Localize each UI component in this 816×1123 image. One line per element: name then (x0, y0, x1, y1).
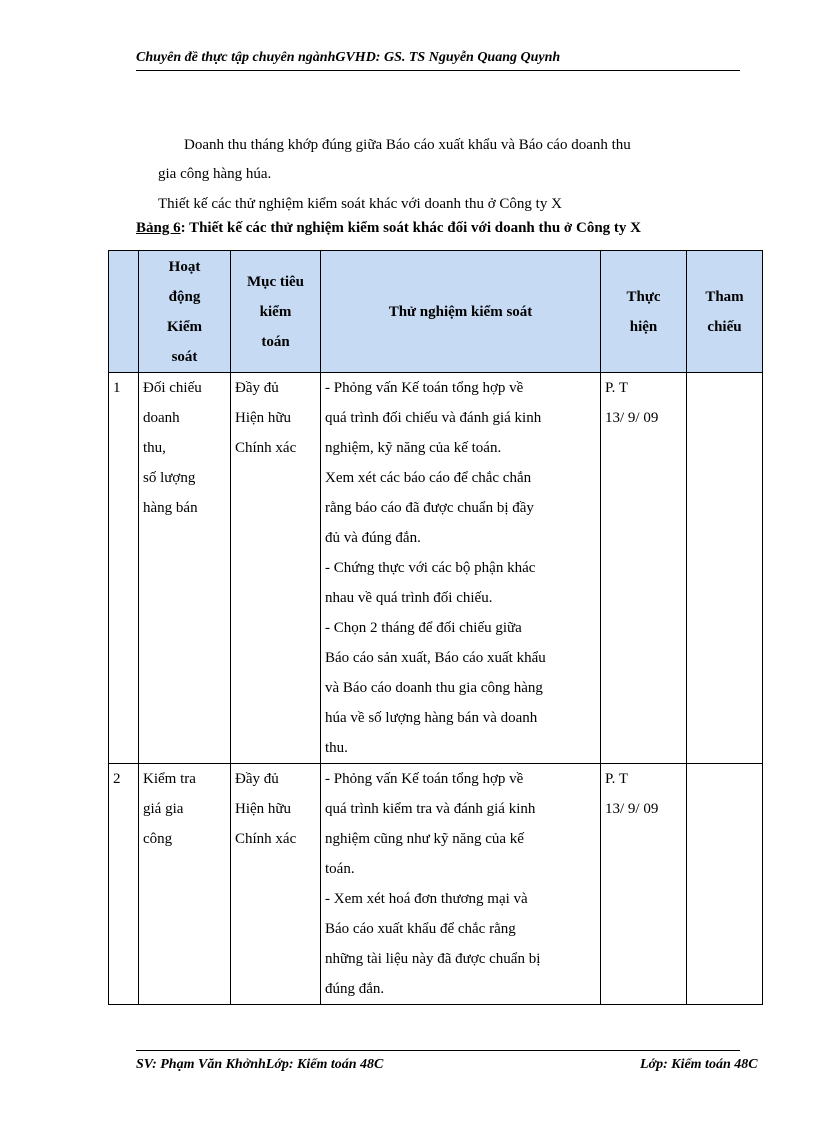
row-objective: Đầy đủ Hiện hữu Chính xác (231, 764, 321, 1005)
page-footer (136, 1050, 758, 1072)
caption-text: : Thiết kế các thử nghiệm kiểm soát khác đối với doanh thu ở Công ty X (180, 220, 641, 236)
header-objective: Mục tiêu kiểm toán (231, 251, 321, 373)
control-test-table (108, 250, 763, 1005)
paragraph-1-line-2: gia công hàng húa. (158, 166, 272, 182)
header-no (109, 251, 139, 373)
row-objective: Đầy đủ Hiện hữu Chính xác (231, 373, 321, 764)
row-number: 1 (109, 373, 139, 764)
page-header: Chuyên đề thực tập chuyên ngànhGVHD: GS. TS Nguyễn Quang Quynh (136, 50, 740, 71)
row-test: - Phỏng vấn Kế toán tổng hợp về quá trình đối chiếu và đánh giá kinh nghiệm, kỹ năng của kế toán. Xem xét các báo cáo để chắc chắn rằng báo cáo đã được chuẩn bị đầy đủ và đúng đắn. - Chứng thực với các bộ phận khác nhau về quá trình đối chiếu. - Chọn 2 tháng để đối chiếu giữa Báo cáo sản xuất, Báo cáo xuất khẩu và Báo cáo doanh thu gia công hàng húa về số lượng hàng bán và doanh thu. (321, 373, 601, 764)
table-row (109, 764, 763, 1005)
footer-right: Lớp: Kiểm toán 48C (640, 1057, 758, 1072)
row-number: 2 (109, 764, 139, 1005)
paragraph-2: Thiết kế các thử nghiệm kiểm soát khác với doanh thu ở Công ty X (158, 196, 562, 212)
header-performed: Thực hiện (601, 251, 687, 373)
row-activity: Đối chiếu doanh thu, số lượng hàng bán (139, 373, 231, 764)
row-test: - Phỏng vấn Kế toán tổng hợp về quá trình kiểm tra và đánh giá kinh nghiệm cũng như kỹ năng của kế toán. - Xem xét hoá đơn thương mại và Báo cáo xuất khẩu để chắc rằng những tài liệu này đã được chuẩn bị đúng đắn. (321, 764, 601, 1005)
header-reference: Tham chiếu (687, 251, 763, 373)
row-reference (687, 373, 763, 764)
row-activity: Kiểm tra giá gia công (139, 764, 231, 1005)
table-caption (136, 220, 641, 237)
footer-left: SV: Phạm Văn KhởnhLớp: Kiểm toán 48C (136, 1057, 384, 1072)
paragraph-1-line-1: Doanh thu tháng khớp đúng giữa Báo cáo xuất khẩu và Báo cáo doanh thu (184, 137, 631, 153)
row-reference (687, 764, 763, 1005)
row-performed: P. T 13/ 9/ 09 (601, 373, 687, 764)
caption-label: Bảng 6 (136, 220, 181, 236)
row-performed: P. T 13/ 9/ 09 (601, 764, 687, 1005)
table-row (109, 373, 763, 764)
table-header-row (109, 251, 763, 373)
header-test: Thử nghiệm kiểm soát (321, 251, 601, 373)
header-activity: Hoạt động Kiểm soát (139, 251, 231, 373)
